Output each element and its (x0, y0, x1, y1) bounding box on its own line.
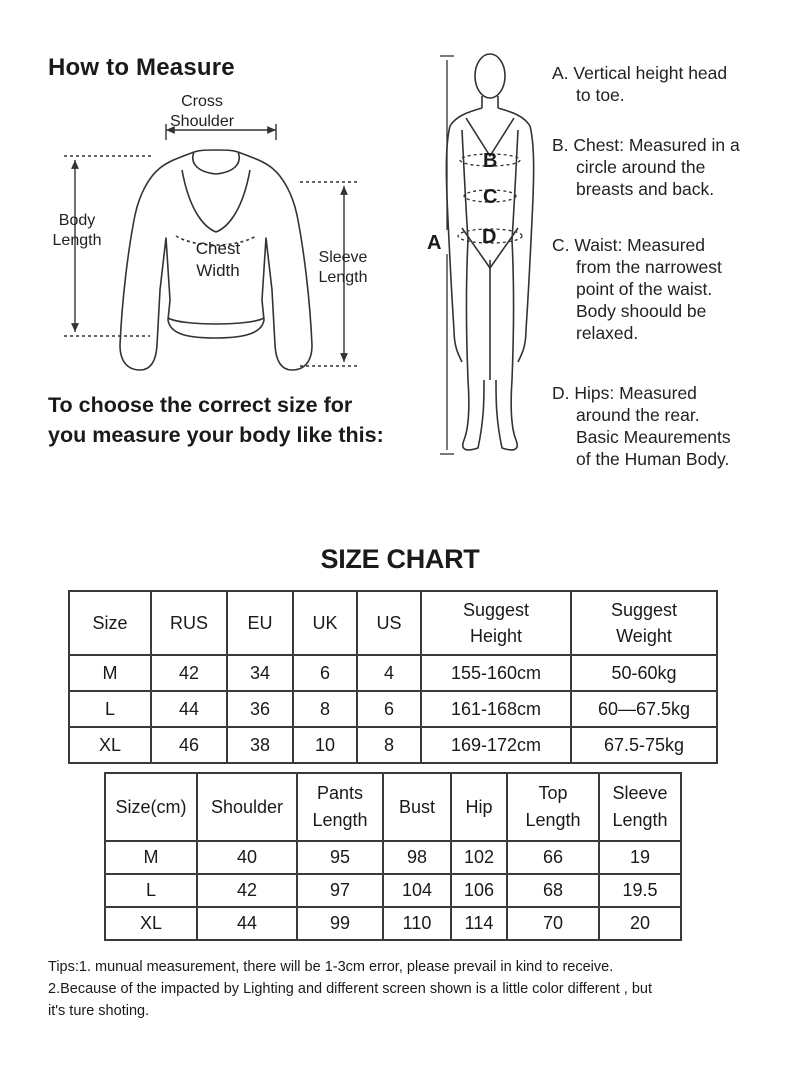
table-cell: 36 (227, 691, 293, 727)
col-size: Size (69, 591, 151, 655)
desc-d-line1: D. Hips: Measured (552, 383, 697, 403)
col-suggest-height-line1: Suggest (462, 600, 530, 620)
desc-b-line1: B. Chest: Measured in a (552, 135, 740, 155)
table-cell: 98 (383, 841, 451, 874)
table-row (69, 691, 717, 727)
desc-c-line1: C. Waist: Measured (552, 235, 706, 255)
table-cell: 114 (451, 907, 507, 940)
desc-a-line1: A. Vertical height head (552, 63, 728, 83)
table-cell: 40 (197, 841, 297, 874)
table-row (105, 874, 681, 907)
col-suggest-height (421, 591, 571, 655)
desc-c-line5: relaxed. (576, 323, 639, 343)
size-table (68, 590, 718, 764)
col-bust: Bust (383, 773, 451, 841)
table-cell: 42 (151, 655, 227, 691)
col-sleeve-length-line2: Length (612, 810, 668, 830)
marker-c: C (483, 186, 498, 208)
marker-d: D (482, 226, 497, 248)
table-cell: 19.5 (599, 874, 681, 907)
table-cell: 95 (297, 841, 383, 874)
table-cell: 70 (507, 907, 599, 940)
table-cell: 155-160cm (421, 655, 571, 691)
col-pants-length-line1: Pants (316, 783, 364, 803)
table-cell: 104 (383, 874, 451, 907)
col-pants-length (297, 773, 383, 841)
table-row (105, 841, 681, 874)
tips-note (48, 956, 768, 1022)
col-shoulder: Shoulder (197, 773, 297, 841)
col-top-length-line2: Length (525, 810, 581, 830)
table-cell: M (69, 655, 151, 691)
col-hip: Hip (451, 773, 507, 841)
table-cell: 66 (507, 841, 599, 874)
col-sleeve-length (599, 773, 681, 841)
table-cell: 42 (197, 874, 297, 907)
table-cell: 19 (599, 841, 681, 874)
table-cell: 106 (451, 874, 507, 907)
choose-line1: To choose the correct size for (48, 393, 353, 417)
table-cell: 97 (297, 874, 383, 907)
choose-line2: you measure your body like this: (48, 423, 384, 447)
desc-c-line3: point of the waist. (576, 279, 713, 299)
table-cell: XL (69, 727, 151, 763)
col-suggest-height-line2: Height (469, 626, 523, 646)
col-sleeve-length-line1: Sleeve (612, 783, 668, 803)
chest-width-label-line2: Width (196, 261, 240, 280)
table-cell: 46 (151, 727, 227, 763)
cross-shoulder-label (170, 92, 234, 132)
table-row (69, 655, 717, 691)
sleeve-length-label-line2: Length (318, 269, 368, 286)
size-chart-title: SIZE CHART (320, 544, 480, 574)
chest-width-label (186, 238, 250, 282)
table-cell: 4 (357, 655, 421, 691)
col-suggest-weight-line1: Suggest (610, 600, 678, 620)
sleeve-length-label (310, 248, 376, 288)
col-us: US (357, 591, 421, 655)
table-cell: 20 (599, 907, 681, 940)
table-cell: 10 (293, 727, 357, 763)
measurements-table-header-row (105, 773, 681, 841)
col-pants-length-line2: Length (312, 810, 368, 830)
col-eu: EU (227, 591, 293, 655)
table-cell: 8 (357, 727, 421, 763)
how-to-measure-heading: How to Measure (48, 54, 235, 81)
table-cell: 99 (297, 907, 383, 940)
table-cell: 8 (293, 691, 357, 727)
table-cell: 50-60kg (571, 655, 717, 691)
body-length-label (50, 211, 104, 251)
table-cell: 38 (227, 727, 293, 763)
col-top-length-line1: Top (538, 783, 568, 803)
desc-a-line2: to toe. (576, 85, 625, 105)
col-suggest-weight-line2: Weight (616, 626, 672, 646)
body-length-label-line2: Length (52, 232, 102, 249)
cross-shoulder-label-line1: Cross (181, 93, 223, 110)
tips-line3: it's ture shoting. (48, 1003, 150, 1019)
measurements-table (104, 772, 682, 941)
choose-size-instruction (48, 390, 384, 450)
desc-b-line2: circle around the (576, 157, 706, 177)
table-cell: 67.5-75kg (571, 727, 717, 763)
desc-d-line3: Basic Meaurements (576, 427, 731, 447)
table-row (69, 727, 717, 763)
sleeve-length-label-line1: Sleeve (318, 249, 368, 266)
table-cell: 110 (383, 907, 451, 940)
tips-line1: Tips:1. munual measurement, there will be 1-3cm error, please prevail in kind to receive. (48, 959, 614, 975)
desc-d-line2: around the rear. (576, 405, 700, 425)
table-cell: M (105, 841, 197, 874)
col-rus: RUS (151, 591, 227, 655)
desc-c (552, 234, 722, 344)
table-cell: 169-172cm (421, 727, 571, 763)
col-size-cm: Size(cm) (105, 773, 197, 841)
desc-d-line4: of the Human Body. (576, 449, 730, 469)
marker-a: A (427, 232, 442, 254)
cross-shoulder-label-line2: Shoulder (170, 113, 235, 130)
table-cell: 34 (227, 655, 293, 691)
desc-b (552, 134, 740, 200)
table-cell: 6 (293, 655, 357, 691)
size-table-header-row (69, 591, 717, 655)
desc-b-line3: breasts and back. (576, 179, 715, 199)
table-row (105, 907, 681, 940)
body-length-label-line1: Body (58, 212, 96, 229)
table-cell: 44 (151, 691, 227, 727)
marker-b: B (483, 150, 498, 172)
table-cell: 60—67.5kg (571, 691, 717, 727)
table-cell: 6 (357, 691, 421, 727)
col-uk: UK (293, 591, 357, 655)
table-cell: 161-168cm (421, 691, 571, 727)
desc-a (552, 62, 727, 106)
tips-line2: 2.Because of the impacted by Lighting and different screen shown is a little color different , but (48, 981, 652, 997)
table-cell: XL (105, 907, 197, 940)
desc-c-line2: from the narrowest (576, 257, 722, 277)
desc-c-line4: Body shoould be (576, 301, 707, 321)
table-cell: 68 (507, 874, 599, 907)
table-cell: L (105, 874, 197, 907)
chest-width-label-line1: Chest (195, 239, 241, 258)
body-figure-icon (446, 54, 533, 450)
desc-d (552, 382, 731, 470)
col-top-length (507, 773, 599, 841)
table-cell: 102 (451, 841, 507, 874)
col-suggest-weight (571, 591, 717, 655)
table-cell: 44 (197, 907, 297, 940)
table-cell: L (69, 691, 151, 727)
